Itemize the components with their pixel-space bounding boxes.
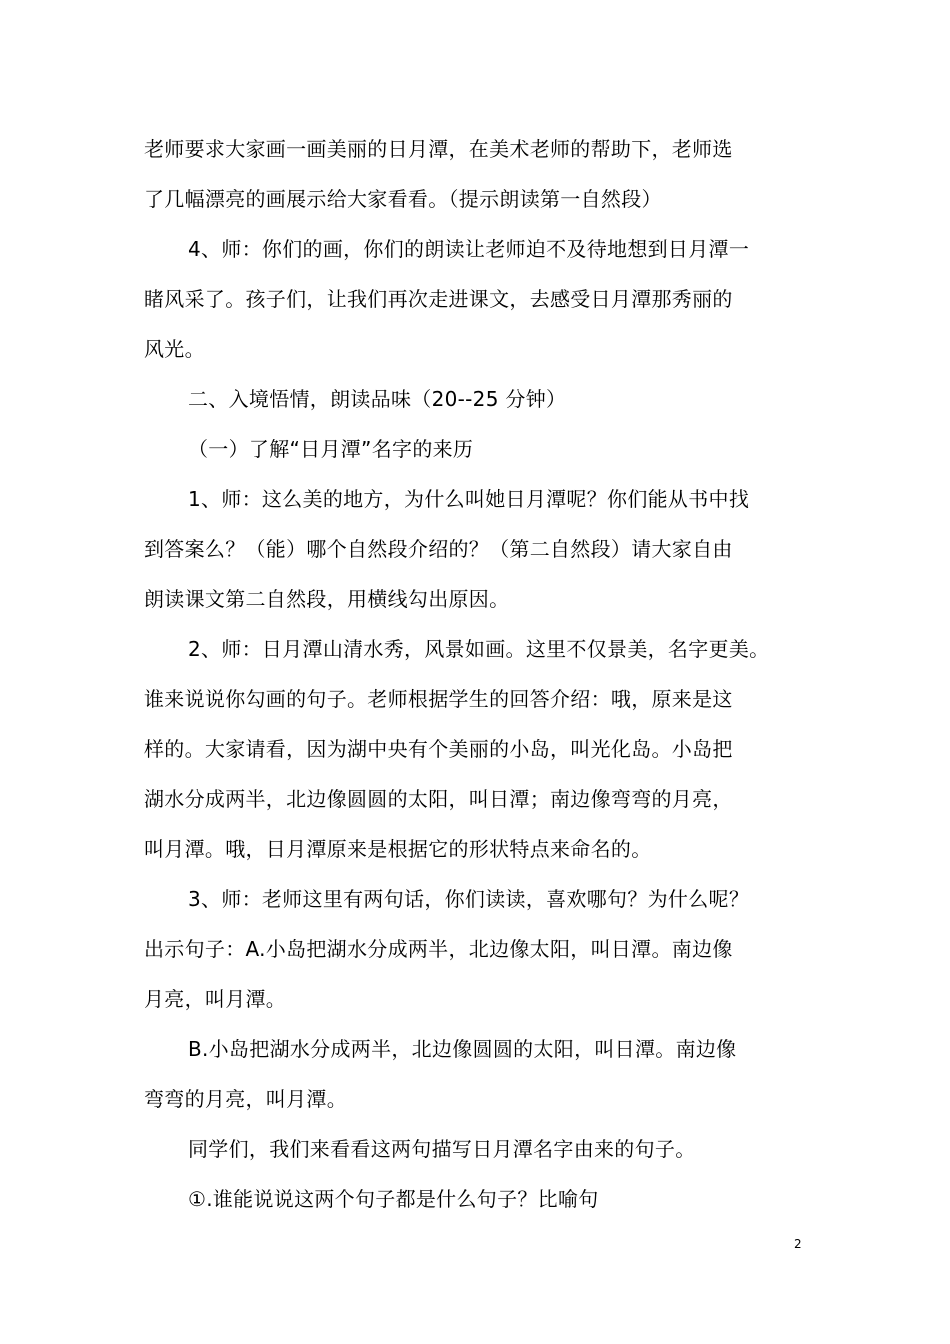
text-line: 风光。 xyxy=(144,337,205,361)
text-line: 2、师：日月潭山清水秀，风景如画。这里不仅景美，名字更美。 xyxy=(188,637,770,661)
subsection-heading: （一）了解“日月潭”名字的来历 xyxy=(188,437,474,461)
text-line: 3、师：老师这里有两句话，你们读读，喜欢哪句？为什么呢？ xyxy=(188,887,750,911)
text-line: 4、师：你们的画，你们的朗读让老师迫不及待地想到日月潭一 xyxy=(188,237,750,261)
text-line: 出示句子：A.小岛把湖水分成两半，北边像太阳，叫日潭。南边像 xyxy=(144,937,733,961)
text-line: 到答案么？（能）哪个自然段介绍的？（第二自然段）请大家自由 xyxy=(144,537,733,561)
text-line: 湖水分成两半，北边像圆圆的太阳，叫日潭；南边像弯弯的月亮， xyxy=(144,787,733,811)
text-line: 样的。大家请看，因为湖中央有个美丽的小岛，叫光化岛。小岛把 xyxy=(144,737,733,761)
page-number: 2 xyxy=(794,1237,802,1251)
text-line: 同学们，我们来看看这两句描写日月潭名字由来的句子。 xyxy=(188,1137,696,1161)
section-heading: 二、入境悟情，朗读品味（20--25 分钟） xyxy=(188,387,567,411)
text-line: 弯弯的月亮，叫月潭。 xyxy=(144,1087,347,1111)
text-line: 老师要求大家画一画美丽的日月潭，在美术老师的帮助下，老师选 xyxy=(144,137,733,161)
text-line: 朗读课文第二自然段，用横线勾出原因。 xyxy=(144,587,510,611)
text-line: B.小岛把湖水分成两半，北边像圆圆的太阳，叫日潭。南边像 xyxy=(188,1037,737,1061)
text-line: 月亮，叫月潭。 xyxy=(144,987,287,1011)
text-line: 睹风采了。孩子们，让我们再次走进课文，去感受日月潭那秀丽的 xyxy=(144,287,733,311)
text-line: 1、师：这么美的地方，为什么叫她日月潭呢？你们能从书中找 xyxy=(188,487,750,511)
text-line: ①.谁能说说这两个句子都是什么句子？比喻句 xyxy=(188,1187,599,1211)
text-line: 叫月潭。哦，日月潭原来是根据它的形状特点来命名的。 xyxy=(144,837,652,861)
text-line: 谁来说说你勾画的句子。老师根据学生的回答介绍：哦，原来是这 xyxy=(144,687,733,711)
body-text xyxy=(144,124,824,1224)
text-line: 了几幅漂亮的画展示给大家看看。（提示朗读第一自然段） xyxy=(144,187,662,211)
